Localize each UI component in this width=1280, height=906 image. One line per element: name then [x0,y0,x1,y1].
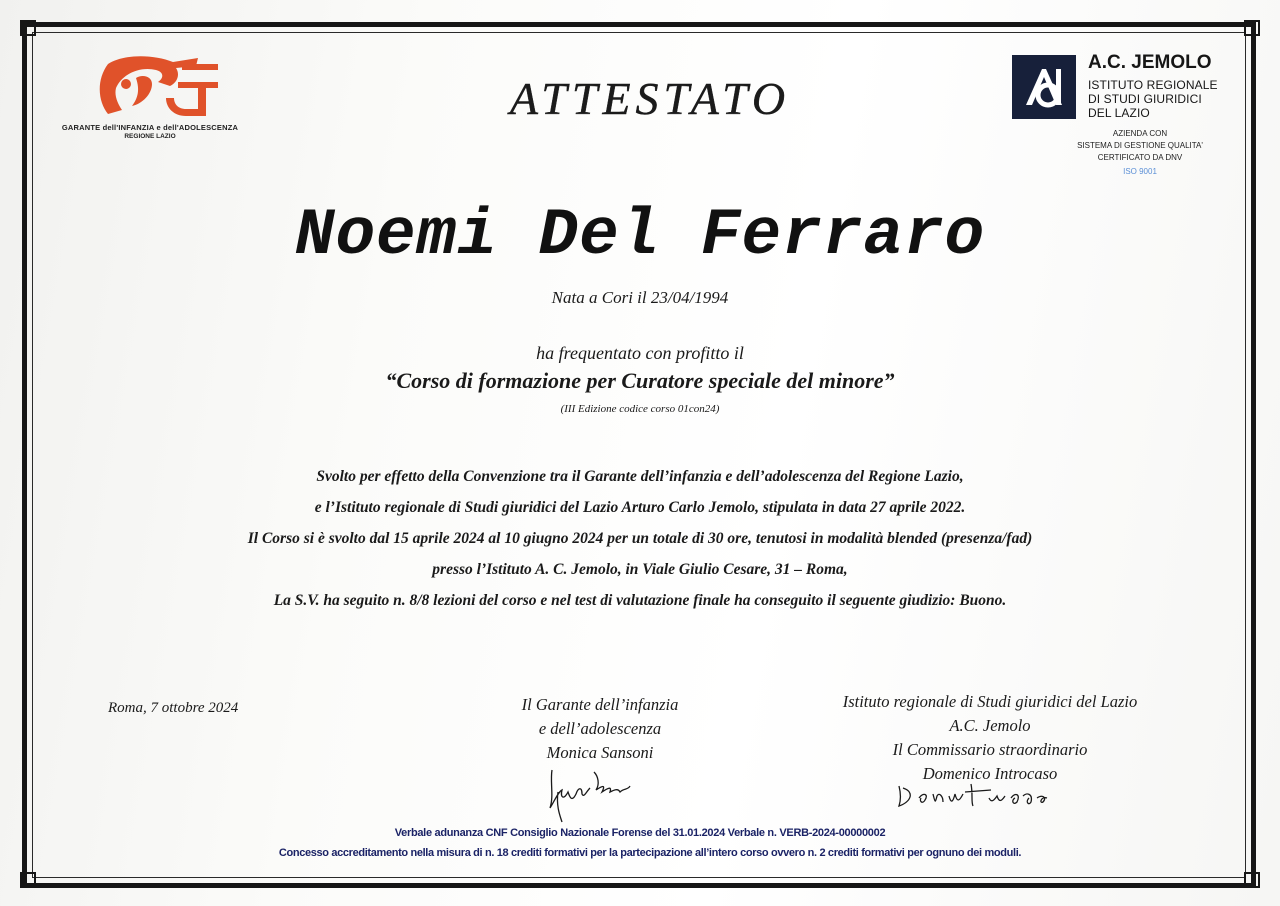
garante-signature [540,762,640,824]
signatory-name: Monica Sansoni [546,743,654,762]
jemolo-emblem-icon [1012,55,1076,119]
garante-caption: GARANTE dell'INFANZIA e dell'ADOLESCENZA [61,123,239,132]
jemolo-subtitle: DEL LAZIO [1088,106,1150,120]
istituto-signatory [810,690,1170,786]
jemolo-subtitle: DI STUDI GIURIDICI [1088,92,1202,106]
garante-logo [50,52,250,142]
signatory-role: Il Commissario straordinario [892,740,1088,759]
corner-ornament [1244,872,1260,888]
body-line: Svolto per effetto della Convenzione tra il Garante dell’infanzia e dell’adolescenza del Regione Lazio, [316,468,964,485]
place-and-date: Roma, 7 ottobre 2024 [108,700,239,716]
corner-ornament [20,20,36,36]
garante-emblem-icon [78,52,223,124]
recipient-name: Noemi Del Ferraro [294,198,986,273]
jemolo-logo [1010,52,1240,192]
signatory-institution: Istituto regionale di Studi giuridici del Lazio [842,692,1138,711]
body-line: La S.V. ha seguito n. 8/8 lezioni del corso e nel test di valutazione finale ha conseguito il seguente giudizio: Buono. [273,592,1007,609]
jemolo-title: A.C. JEMOLO [1088,52,1212,73]
signatory-role: Il Garante dell’infanzia [521,695,679,714]
garante-region: REGIONE LAZIO [124,133,176,140]
quality-cert-text: SISTEMA DI GESTIONE QUALITA' [1077,141,1203,150]
body-line: e l’Istituto regionale di Studi giuridici del Lazio Arturo Carlo Jemolo, stipulata in data 27 aprile 2022. [314,499,966,516]
garante-signatory [480,693,720,765]
jemolo-subtitle: ISTITUTO REGIONALE [1088,78,1218,92]
body-line: presso l’Istituto A. C. Jemolo, in Viale Giulio Cesare, 31 – Roma, [432,561,848,578]
istituto-signature [893,780,1073,812]
corner-ornament [1244,20,1260,36]
cnf-verbale: Verbale adunanza CNF Consiglio Nazionale Forense del 31.01.2024 Verbale n. VERB-2024-00000002 [394,827,886,839]
course-title: “Corso di formazione per Curatore speciale del minore” [385,368,895,393]
corner-ornament [20,872,36,888]
signatory-institution: A.C. Jemolo [949,716,1031,735]
body-line: Il Corso si è svolto dal 15 aprile 2024 al 10 giugno 2024 per un totale di 30 ore, tenutosi in modalità blended (presenza/fad) [247,530,1033,547]
course-edition: (III Edizione codice corso 01con24) [560,403,720,415]
attendance-statement: ha frequentato con profitto il [536,343,744,363]
quality-cert-text: AZIENDA CON [1112,129,1168,138]
accreditation-note: Concesso accreditamento nella misura di n. 18 crediti formativi per la partecipazione all’intero corso ovvero n. 2 crediti formativi per ognuno dei moduli. [278,847,1022,859]
recipient-birth: Nata a Cori il 23/04/1994 [551,288,729,307]
quality-cert-text: CERTIFICATO DA DNV [1097,153,1183,162]
signatory-name: Domenico Introcaso [922,764,1058,783]
iso-badge: ISO 9001 [1123,167,1157,176]
certificate-heading: ATTESTATO [509,73,791,124]
signatory-role: e dell’adolescenza [538,719,662,738]
